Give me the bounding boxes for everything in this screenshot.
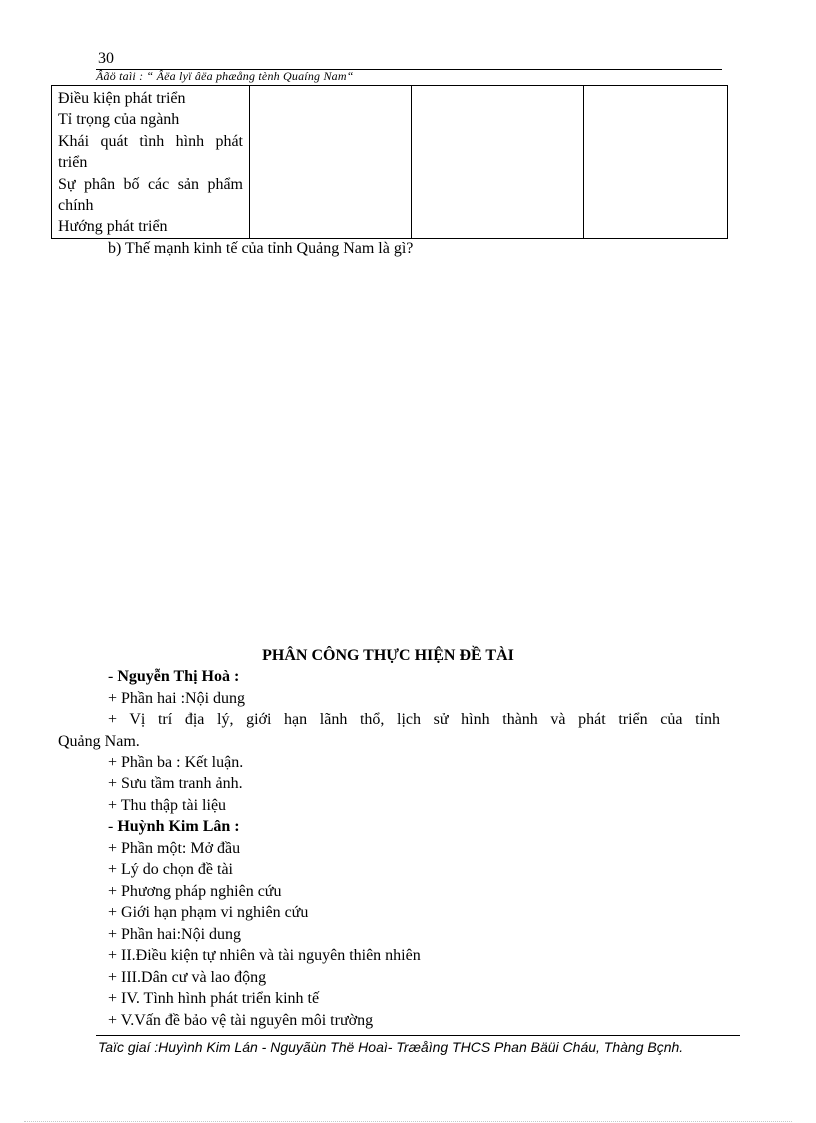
row-labels-cell [52, 86, 250, 239]
question-b: b) Thế mạnh kinh tế của tỉnh Quảng Nam là gì? [108, 240, 414, 257]
page-number: 30 [98, 50, 114, 67]
task-line: + Giới hạn phạm vi nghiên cứu [108, 904, 309, 921]
task-line: + Phần hai :Nội dung [108, 690, 246, 707]
table-cell-empty-3 [584, 86, 728, 239]
task-line: + Phương pháp nghiên cứu [108, 883, 282, 900]
table-cell-empty-2 [412, 86, 584, 239]
row-label-conditions: Điều kiện phát triển [58, 90, 186, 107]
footer-authors: Taïc giaí :Huyình Kim Lán - Nguyãùn Thë Hoaì- Træåìng THCS Phan Bäüi Cháu, Thàng Bçnh. [98, 1039, 684, 1055]
page-bottom-dotted-line [24, 1121, 792, 1122]
task-line: + Lý do chọn đề tài [108, 861, 233, 878]
task-line: + V.Vấn đề bảo vệ tài nguyên môi trường [108, 1012, 374, 1029]
row-label-share: Tỉ trọng của ngành [58, 111, 180, 129]
task-line: + Phần hai:Nội dung [108, 926, 242, 943]
row-label-overview: Khái quát tình hình phát triển [58, 132, 243, 172]
task-line: + Thu thập tài liệu [108, 797, 227, 814]
task-line: + Phần một: Mở đầu [108, 840, 241, 857]
footer-rule [96, 1035, 740, 1036]
member-name-2: Huỳnh Kim Lân : [117, 818, 240, 835]
task-line: + Sưu tầm tranh ảnh. [108, 775, 243, 792]
member-dash: - [108, 818, 118, 835]
task-line: + Phần ba : Kết luận. [108, 754, 244, 771]
task-line-continued: Quảng Nam. [58, 733, 140, 750]
member-dash: - [108, 668, 118, 685]
row-label-distribution: Sự phân bố các sản phẩm chính [58, 175, 243, 215]
row-label-direction: Hướng phát triển [58, 218, 168, 236]
member-heading-1 [108, 668, 239, 686]
task-line: + IV. Tình hình phát triển kinh tế [108, 990, 320, 1007]
member-name-1: Nguyễn Thị Hoà : [117, 668, 240, 685]
member-heading-2 [108, 818, 240, 836]
task-line: + Vị trí địa lý, giới hạn lãnh thổ, lịch sử hình thành và phát triển của tỉnh [108, 711, 720, 728]
task-line: + II.Điều kiện tự nhiên và tài nguyên thiên nhiên [108, 947, 421, 964]
task-line: + III.Dân cư và lao động [108, 969, 267, 986]
industry-table [51, 85, 728, 239]
table-cell-empty-1 [250, 86, 412, 239]
section-title: PHÂN CÔNG THỰC HIỆN ĐỀ TÀI [262, 647, 514, 664]
running-header: Âãö taìi : “ Âëa lyï âëa phæång tènh Quaíng Nam“ [96, 69, 354, 83]
